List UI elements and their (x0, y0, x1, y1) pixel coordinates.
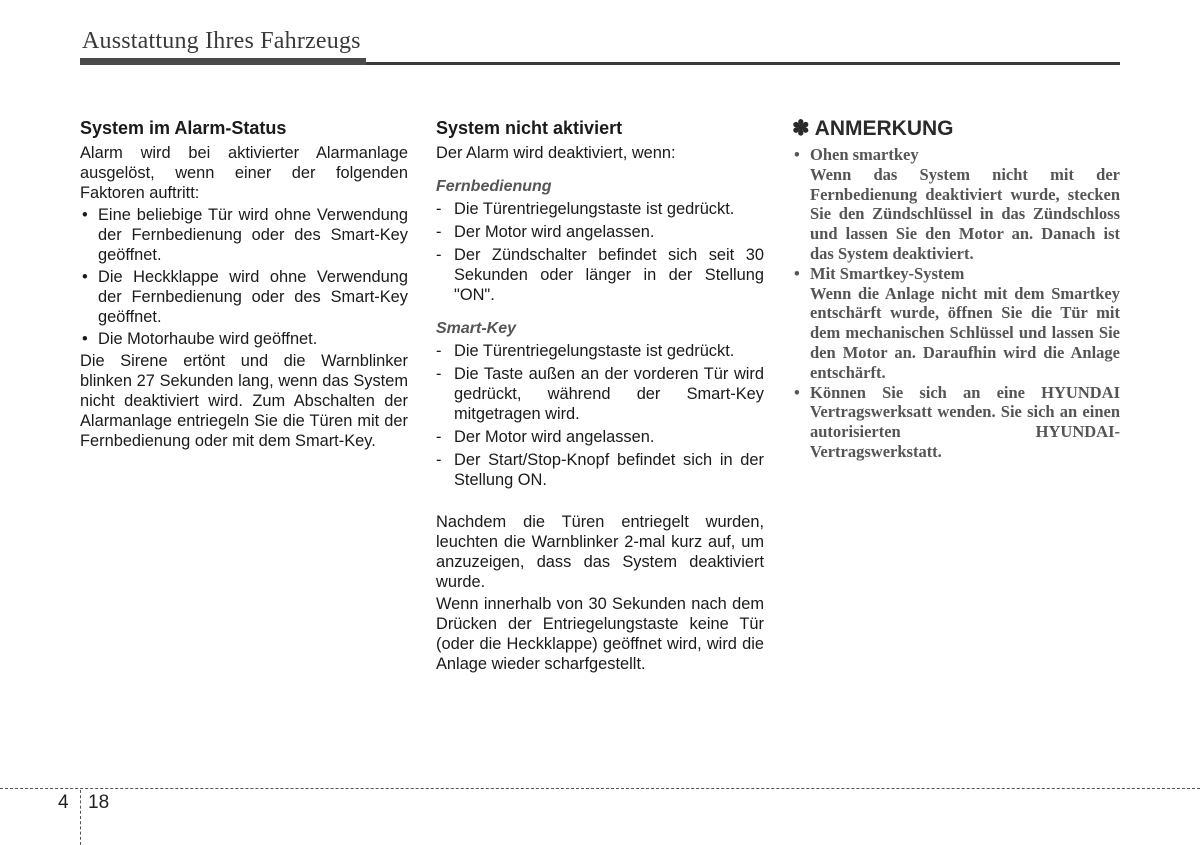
dash-marker: - (436, 200, 442, 218)
section-heading: System im Alarm-Status (80, 118, 287, 138)
list-item (436, 341, 764, 361)
paragraph: Der Alarm wird deaktiviert, wenn: (436, 144, 676, 162)
subheading-remote: Fernbedienung (436, 178, 552, 195)
dash-marker: - (436, 246, 442, 264)
note-heading (792, 116, 1120, 142)
paragraph: Wenn innerhalb von 30 Sekunden nach dem Drücken der Entriegelungstaste keine Tür (oder die Heckklappe) geöffnet wird, wird die Anlage wieder scharfgestellt. (436, 595, 764, 673)
header-tab (80, 58, 366, 65)
dash-marker: - (436, 342, 442, 360)
list-item-text: Der Motor wird angelassen. (454, 223, 655, 241)
dash-list (436, 199, 764, 305)
note-item-text: Wenn das System nicht mit der Fernbedienung deaktiviert wurde, stecken Sie den Zündschlüssel in das Zündschloss und lassen Sie den Motor an. Danach ist das System deaktiviert. (810, 164, 1120, 263)
paragraph: Die Sirene ertönt und die Warnblinker blinken 27 Sekunden lang, wenn das System nicht deaktiviert wird. Zum Abschalten der Alarmanlage entriegeln Sie die Türen mit der Fernbedienung oder mit dem Smart-Key. (80, 352, 408, 450)
column-alarm-status (80, 116, 408, 453)
note-heading-label: ANMERKUNG (814, 117, 954, 140)
column-system-not-activated (436, 116, 764, 676)
dash-marker: - (436, 451, 442, 469)
note-list (792, 145, 1120, 462)
list-item-text: Die Türentriegelungstaste ist gedrückt. (454, 342, 735, 360)
list-item (436, 427, 764, 447)
chapter-number: 4 (58, 792, 69, 813)
list-item-text: Die Türentriegelungstaste ist gedrückt. (454, 200, 735, 218)
section-heading: System nicht aktiviert (436, 118, 623, 138)
note-item-title: • Ohen smartkey (810, 145, 919, 164)
dash-marker: - (436, 223, 442, 241)
list-item (436, 364, 764, 424)
note-item-text: Können Sie sich an eine HYUNDAI Vertragswerksatt wenden. Sie sich an einen autorisierten HYUNDAI-Vertragswerkstatt. (810, 382, 1120, 461)
dash-marker: - (436, 365, 442, 383)
list-item-text: Der Start/Stop-Knopf befindet sich in der Stellung ON. (454, 451, 764, 489)
paragraph: Alarm wird bei aktivierter Alarmanlage ausgelöst, wenn einer der folgenden Faktoren auftritt: (80, 144, 408, 202)
list-item (436, 245, 764, 305)
list-item: • Die Motorhaube wird geöffnet. (80, 329, 408, 349)
note-item (792, 264, 1120, 383)
header-title: Ausstattung Ihres Fahrzeugs (82, 28, 361, 54)
list-item-text: Der Motor wird angelassen. (454, 428, 655, 446)
dash-list (436, 341, 764, 490)
bullet-list (80, 205, 408, 349)
note-star-icon: ✽ (792, 117, 810, 140)
footer-rule (0, 788, 1200, 789)
list-item (436, 450, 764, 490)
page-number: 18 (88, 792, 110, 813)
subheading-smart-key: Smart-Key (436, 320, 517, 337)
list-item: • Eine beliebige Tür wird ohne Verwendung der Fernbedienung oder des Smart-Key geöffnet. (80, 205, 408, 265)
note-item-title: • Mit Smartkey-System (810, 263, 965, 283)
dash-marker: - (436, 428, 442, 446)
list-item (436, 199, 764, 219)
note-item (792, 383, 1120, 462)
footer-divider (80, 790, 81, 845)
column-note (792, 116, 1120, 462)
list-item-text: Der Zündschalter befindet sich seit 30 Sekunden oder länger in der Stellung "ON". (454, 246, 764, 304)
paragraph: Nachdem die Türen entriegelt wurden, leuchten die Warnblinker 2-mal kurz auf, um anzuzeigen, dass das System deaktiviert wurde. (436, 513, 764, 591)
list-item-text: Die Taste außen an der vorderen Tür wird gedrückt, während der Smart-Key mitgetragen wird. (454, 365, 764, 423)
note-item (792, 145, 1120, 264)
list-item: • Die Heckklappe wird ohne Verwendung der Fernbedienung oder des Smart-Key geöffnet. (80, 267, 408, 327)
note-item-text: Wenn die Anlage nicht mit dem Smartkey entschärft wurde, öffnen Sie die Tür mit dem mechanischen Schlüssel und lassen Sie den Motor an. Daraufhin wird die Anlage entschärft. (810, 283, 1120, 382)
list-item (436, 222, 764, 242)
